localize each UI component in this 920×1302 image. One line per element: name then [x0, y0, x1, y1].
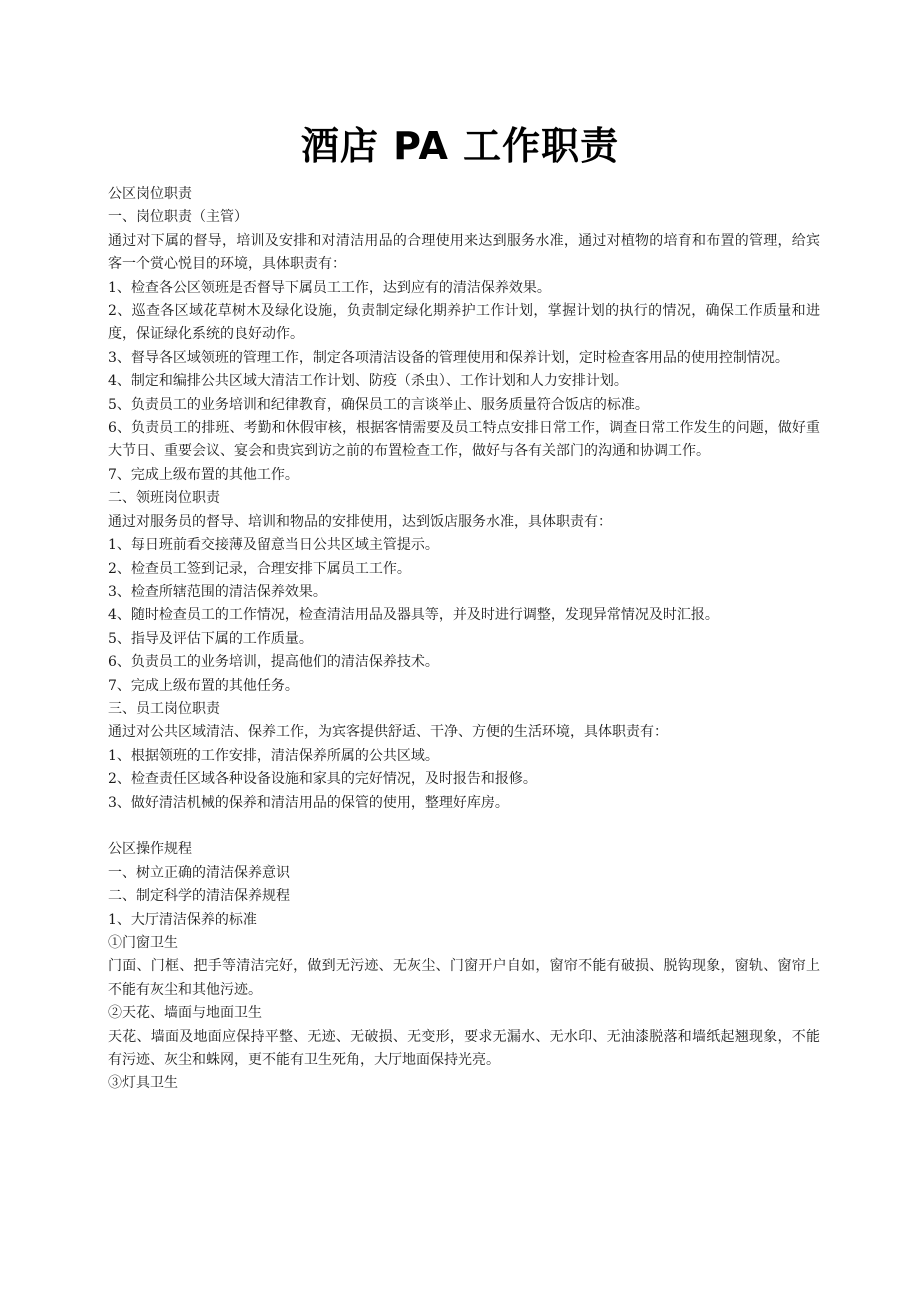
foreman-item: 1、每日班前看交接薄及留意当日公共区域主管提示。 [108, 537, 439, 554]
supervisor-item: 3、督导各区域领班的管理工作，制定各项清洁设备的管理使用和保养计划，定时检查客用品的使用控制情况。 [108, 349, 789, 366]
ceiling-heading: ②天花、墙面与地面卫生 [108, 1005, 262, 1022]
staff-item: 2、检查责任区域各种设备设施和家具的完好情况，及时报告和报修。 [108, 771, 537, 788]
procedure-point: 二、制定科学的清洁保养规程 [108, 888, 290, 905]
staff-intro: 通过对公共区域清洁、保养工作，为宾客提供舒适、干净、方便的生活环境，具体职责有： [108, 724, 668, 741]
foreman-item: 2、检查员工签到记录，合理安排下属员工工作。 [108, 560, 411, 577]
foreman-item: 5、指导及评估下属的工作质量。 [108, 630, 313, 647]
staff-item: 3、做好清洁机械的保养和清洁用品的保管的使用，整理好库房。 [108, 794, 509, 811]
foreman-item: 7、完成上级布置的其他任务。 [108, 677, 299, 694]
foreman-intro: 通过对服务员的督导、培训和物品的安排使用，达到饭店服务水准，具体职责有： [108, 513, 612, 530]
supervisor-intro: 通过对下属的督导，培训及安排和对清洁用品的合理使用来达到服务水准，通过对植物的培育和布置的管理，给宾客一个赏心悦目的环境，具体职责有： [108, 232, 820, 273]
door-heading: ①门窗卫生 [108, 934, 178, 951]
procedure-subheading: 1、大厅清洁保养的标准 [108, 911, 257, 928]
supervisor-item: 1、检查各公区领班是否督导下属员工工作，达到应有的清洁保养效果。 [108, 279, 551, 296]
procedure-point: 一、树立正确的清洁保养意识 [108, 864, 290, 881]
supervisor-item: 7、完成上级布置的其他工作。 [108, 466, 299, 483]
document-title: 酒店 PA 工作职责 [300, 124, 620, 168]
document-body [108, 183, 820, 1096]
supervisor-item: 5、负责员工的业务培训和纪律教育，确保员工的言谈举止、服务质量符合饭店的标准。 [108, 396, 649, 413]
door-text: 门面、门框、把手等清洁完好，做到无污迹、无灰尘、门窗开户自如，窗帘不能有破损、脱钩现象，窗轨、窗帘上不能有灰尘和其他污迹。 [108, 958, 820, 998]
foreman-item: 4、随时检查员工的工作情况，检查清洁用品及器具等，并及时进行调整，发现异常情况及时汇报。 [108, 607, 719, 624]
lamp-heading: ③灯具卫生 [108, 1075, 178, 1092]
section-heading-duties: 公区岗位职责 [108, 186, 192, 202]
staff-item: 1、根据领班的工作安排，清洁保养所属的公共区域。 [108, 747, 439, 764]
supervisor-item: 6、负责员工的排班、考勤和休假审核，根据客情需要及员工特点安排日常工作，调查日常工作发生的问题，做好重大节日、重要会议、宴会和贵宾到访之前的布置检查工作，做好与各有关部门的沟通和协调工作。 [108, 420, 820, 460]
supervisor-item: 4、制定和编排公共区域大清洁工作计划、防疫（杀虫）、工作计划和人力安排计划。 [108, 373, 628, 390]
foreman-heading: 二、领班岗位职责 [108, 490, 220, 507]
ceiling-text: 天花、墙面及地面应保持平整、无迹、无破损、无变形，要求无漏水、无水印、无油漆脱落和墙纸起翘现象，不能有污迹、灰尘和蛛网，更不能有卫生死角，大厅地面保持光亮。 [108, 1028, 820, 1069]
section-heading-procedures: 公区操作规程 [108, 841, 192, 858]
foreman-item: 3、检查所辖范围的清洁保养效果。 [108, 583, 327, 600]
foreman-item: 6、负责员工的业务培训，提高他们的清洁保养技术。 [108, 654, 439, 671]
staff-heading: 三、员工岗位职责 [108, 700, 220, 717]
supervisor-heading: 一、岗位职责（主管） [108, 209, 248, 226]
paragraph-gap [108, 815, 820, 838]
supervisor-item: 2、巡查各区域花草树木及绿化设施，负责制定绿化期养护工作计划，掌握计划的执行的情况，确保工作质量和进度，保证绿化系统的良好动作。 [108, 303, 820, 343]
